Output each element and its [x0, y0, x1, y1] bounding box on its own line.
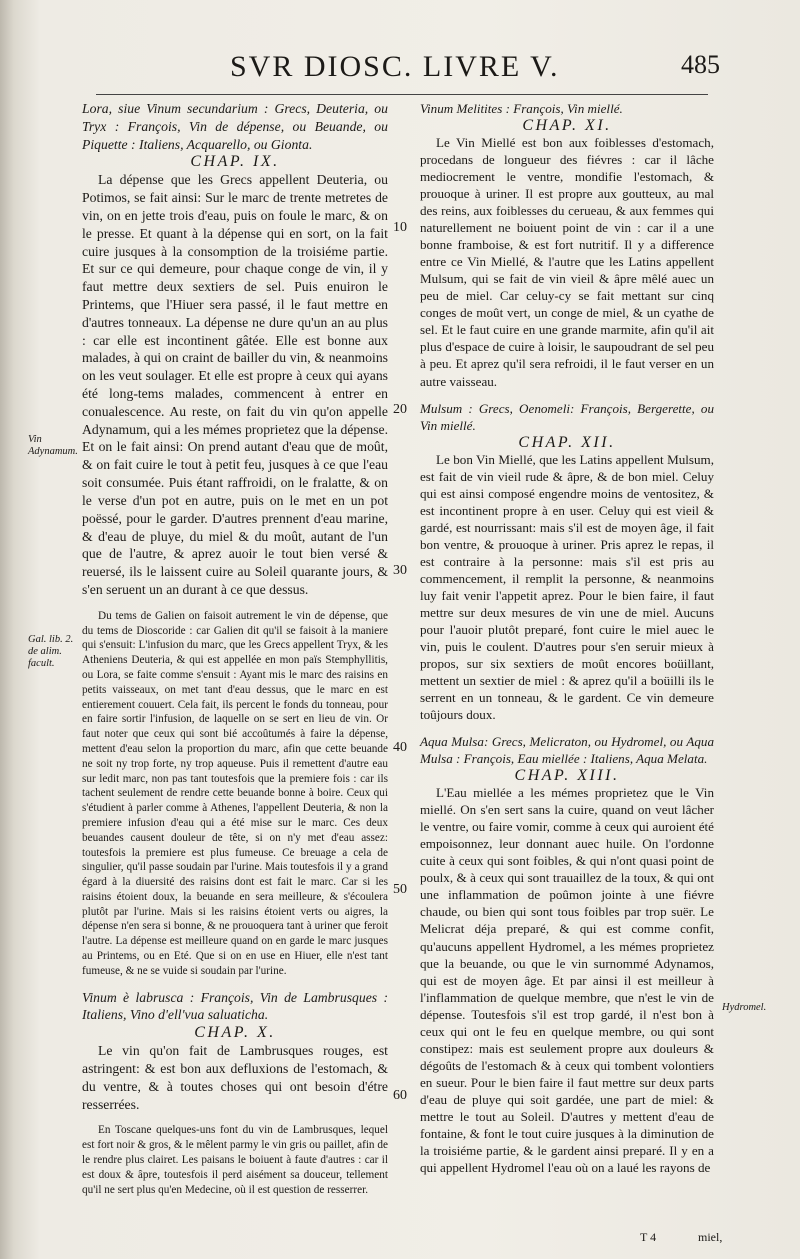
heading-lambrusca: Vinum è labrusca : François, Vin de Lambrusques : Italiens, Vino d'ell'vua saluaticha.	[82, 989, 388, 1023]
chapter-9-note: Du tems de Galien on faisoit autrement le vin de dépense, que du tems de Dioscoride : car Galien dit qu'il se faisoit à la maniere qui s'ensuit: L'infusion du marc, que les Grecs appellent Tryx, & les Atheniens Deuteria, & qui est appellée en mon païs Stemphyllitis, ou Lora, se faite comme s'ensuit : Ayant mis le marc des raisins en petits vaisseaux, on met tant d'eau dessus, que le marc en est entierement couuert. Cela fait, ils percent le fonds du tonneau, pour en faire sortir l'infusion, de laquelle on se sert en lieu de vin. Or faut noter que ceux qui sont bié accoûtumés à faire la dépense, mettent d'eau selon la proportion du marc, afin que cette beuande ne soit ny trop forte, ny trop aqueuse. Puis il remettent d'autre eau sur ledit marc, non pas tant toutesfois que la premiere fois : car ils tachent seulement de rendre cette beuande bonne à boire. Ceux qui s'étudient à parler comme à Athenes, l'appellent Deuteria, & non la premiere infusion d'eau qui a été mise sur le marc. Ces deux beuandes causent douleur de tête, si on n'y met d'eau assez: toutesfois la premiere est plus fumeuse. Ce breuage a cela de singulier, qu'il passe soudain par l'urine. Mais toutesfois il y a grand égard à la diuersité des raisins dont est fait le marc. Car si les raisins étoient doux, la beuande en sera meilleure, & s'écoulera plutôt par l'urine. Mais si les raisins étoient verts ou aigres, la dépense n'en sera si bonne, & ne prouoquera tant à uriner que feroit l'autre. La dépense est meilleure quand on en garde le marc jusques au Printems, ou en Eté. Que si on en use en Hiuer, elle n'est tant fumeuse, & ne se vuide si soudain par l'urine.	[82, 609, 388, 977]
heading-melitites: Vinum Melitites : François, Vin miellé.	[420, 101, 623, 116]
right-column	[420, 100, 714, 1176]
chapter-9-title: CHAP. IX.	[190, 153, 280, 171]
chapter-10-text: Le vin qu'on fait de Lambrusques rouges, est astringent: & est bon aux defluxions de l'estomach, & du ventre, & à toutes choses qui ont besoin d'étre resserrées.	[82, 1043, 388, 1112]
heading-lora: Lora, siue Vinum secundarium : Grecs, Deuteria, ou Tryx : François, Vin de dépense, ou Beuande, ou Piquette : Italiens, Acquarello, ou Gionta.	[82, 101, 388, 152]
chapter-12-text: Le bon Vin Miellé, que les Latins appellent Mulsum, est fait de vin vieil rude & âpre, & de bon miel. Celuy qui est ainsi composé engendre moins de ventositez, & est incontinent propre à en user. Celuy qui est vieil & gardé, est nourrissant: mais s'il est de moyen âge, il fait bon ventre, & prouoque à uriner. Pris aprez le repas, il est contraire à la personne: mais s'il est pris au commencement, il remplit la personne, & neanmoins luy fait venir l'appetit aprez. Pour le bien faire, il faut mettre sur deux mesures de vin une de miel. Aucuns pour l'auoir plutôt preparé, font cuire le miel auec le vin, puis le coulent. D'autres pour s'en seruir mieux à propos, sur six sextiers de moût encores boüillant, mettent un sextier de miel : & aprez qu'il a boüilli ils le serrent en un tonneau, & le gardent. Ce vin demeure toûjours doux.	[420, 451, 714, 723]
line-number-40: 40	[393, 740, 407, 755]
chapter-10-note: En Toscane quelques-uns font du vin de Lambrusques, lequel est fort noir & gros, & le mêlent parmy le vin gris ou paillet, afin de le rendre plus clairet. Les paisans le boiuent à faute d'autres : car il est doux & âpre, toutesfois il perd aisément sa douceur, tellement qu'il ne sert plus qu'en Medecine, où il est question de resserrer.	[82, 1124, 388, 1196]
chapter-9-text: La dépense que les Grecs appellent Deuteria, ou Potimos, se fait ainsi: Sur le marc de trente metretes de vin, on en jette trois d'eau, puis on foule le marc, & on le presse. Et quant à la dépense qui en sort, on la fait cuire jusques à la consomption de la troisiéme partie. Et sur ce qui demeure, pour chaque conge de vin, il y faut mettre deux sextiers de sel. Puis enuiron le Printems, que l'Hiuer sera passé, il le faut mettre en d'autres tonneaux. La dépense ne dure qu'un an au plus : car elle est incontinent gâtée. Elle est bonne aux malades, à qui on craint de bailler du vin, & neanmoins on les veut soulager. Et elle est propre à ceux qui ayans été long-tems malades, commencent à entrer en conualescence. Au reste, on fait du vin qu'on appelle Adynamum, qui a les mémes proprietez que la dépense. Et on le fait ainsi: On prend autant d'eau que de moût, & on fait cuire le tout à petit feu, jusques à ce que l'eau soit consumée. Puis étant raffroidi, on le fralatte, & on le verse d'un pot en autre, puis on le met en un pot poëssé, pour le garder. D'autres prennent d'eau marine, & d'eau de pluye, du miel & du moût, autant de l'un que de l'autre, & aprez auoir le tout bien versé & reuersé, ils le laissent cuire au Soleil quarante jours, & s'en seruent un an durant à ce que dessus.	[82, 172, 388, 597]
line-number-60: 60	[393, 1088, 407, 1103]
page-number: 485	[681, 50, 720, 79]
line-number-50: 50	[393, 882, 407, 897]
chapter-11-title: CHAP. XI.	[522, 117, 612, 135]
heading-aqua-mulsa: Aqua Mulsa: Grecs, Melicraton, ou Hydromel, ou Aqua Mulsa : François, Eau miellée : Italiens, Aqua Melata.	[420, 734, 714, 767]
chapter-11-text: Le Vin Miellé est bon aux foiblesses d'estomach, procedans de longueur des fiévres : car il lâche mediocrement le ventre, mondifie l'estomach, & prouoque à uriner. Il est propre aux goutteux, au mal des reins, aux foiblesses du cerueau, & aux femmes qui naturellement ne boiuent point de vin : car il a une bonne framboise, & est fort nutritif. Il y a difference entre ce Vin Miellé, & l'autre que les Latins appellent Mulsum, qui se fait de vin vieil & âpre mêlé auec un peu de miel. Car celuy-cy se fait mettant sur cinq conges de moût vert, un conge de miel, & un cyathe de sel. Et le faut cuire en une grande marmite, afin qu'il ait plus d'espace de cuire à loisir, le saupoudrant de sel peu à peu. Et aprez qu'il sera refroidi, il le faut verser en un autre vaisseau.	[420, 135, 714, 389]
heading-mulsum: Mulsum : Grecs, Oenomeli: François, Bergerette, ou Vin miellé.	[420, 400, 714, 433]
running-title: SVR DIOSC. LIVRE V.	[230, 50, 560, 83]
header-rule	[96, 94, 708, 95]
signature-mark: T 4	[640, 1230, 657, 1244]
chapter-10-title: CHAP. X.	[194, 1024, 276, 1042]
chapter-13-text: L'Eau miellée a les mémes proprietez que le Vin miellé. On s'en sert sans la cuire, quand on veut lâcher le ventre, ou faire vomir, comme à ceux qui auroient été empoisonnez, leur donnant auec huile. On l'ordonne cuite à ceux qui sont foibles, & qui n'ont quasi point de poulx, & à ceux qui sont trauaillez de la toux, & qui ont une inflammation de poûmon jointe à une fiévre chaude, ou bien qui sont tous foibles par trop suër. Le Melicrat déja preparé, & qui est comme confit, qu'aucuns appellent Hydromel, a les mémes proprietez que la beuande, ou que le vin surnommé Adynamos, qui est de moyen âge. Et par ainsi il est meilleur à l'inflammation de quelque membre, que n'est le vin de dépense. Toutesfois s'il est trop gardé, il n'est bon à ceux qui ont le feu en quelque membre, ou qui sont constipez: mais est seulement propre aux douleurs & dégoûts de l'estomach & à ceux qui tombent volontiers en sueur. Pour le bien faire il faut mettre sur deux parts d'eau de pluye qui soit gardée, une part de miel: & mettre le tout au Soleil. D'autres y mettent d'eau de fontaine, & font le tout cuire jusques à la diminution de la troisiéme partie, & le gardent ainsi preparé. Il y en a qui appellent Hydromel l'eau où on a laué les rayons de	[420, 785, 714, 1175]
chapter-13-title: CHAP. XIII.	[514, 767, 620, 785]
line-number-20: 20	[393, 402, 407, 417]
catchword: miel,	[698, 1230, 723, 1244]
margin-note-adynamum: Vin Adynamum.	[28, 434, 78, 457]
line-number-30: 30	[393, 563, 407, 578]
chapter-12-title: CHAP. XII.	[518, 433, 616, 451]
margin-note-hydromel: Hydromel.	[722, 1002, 767, 1013]
left-column	[82, 100, 388, 1197]
margin-note-galien: Gal. lib. 2. de alim. facult.	[28, 634, 74, 669]
line-number-10: 10	[393, 220, 407, 235]
